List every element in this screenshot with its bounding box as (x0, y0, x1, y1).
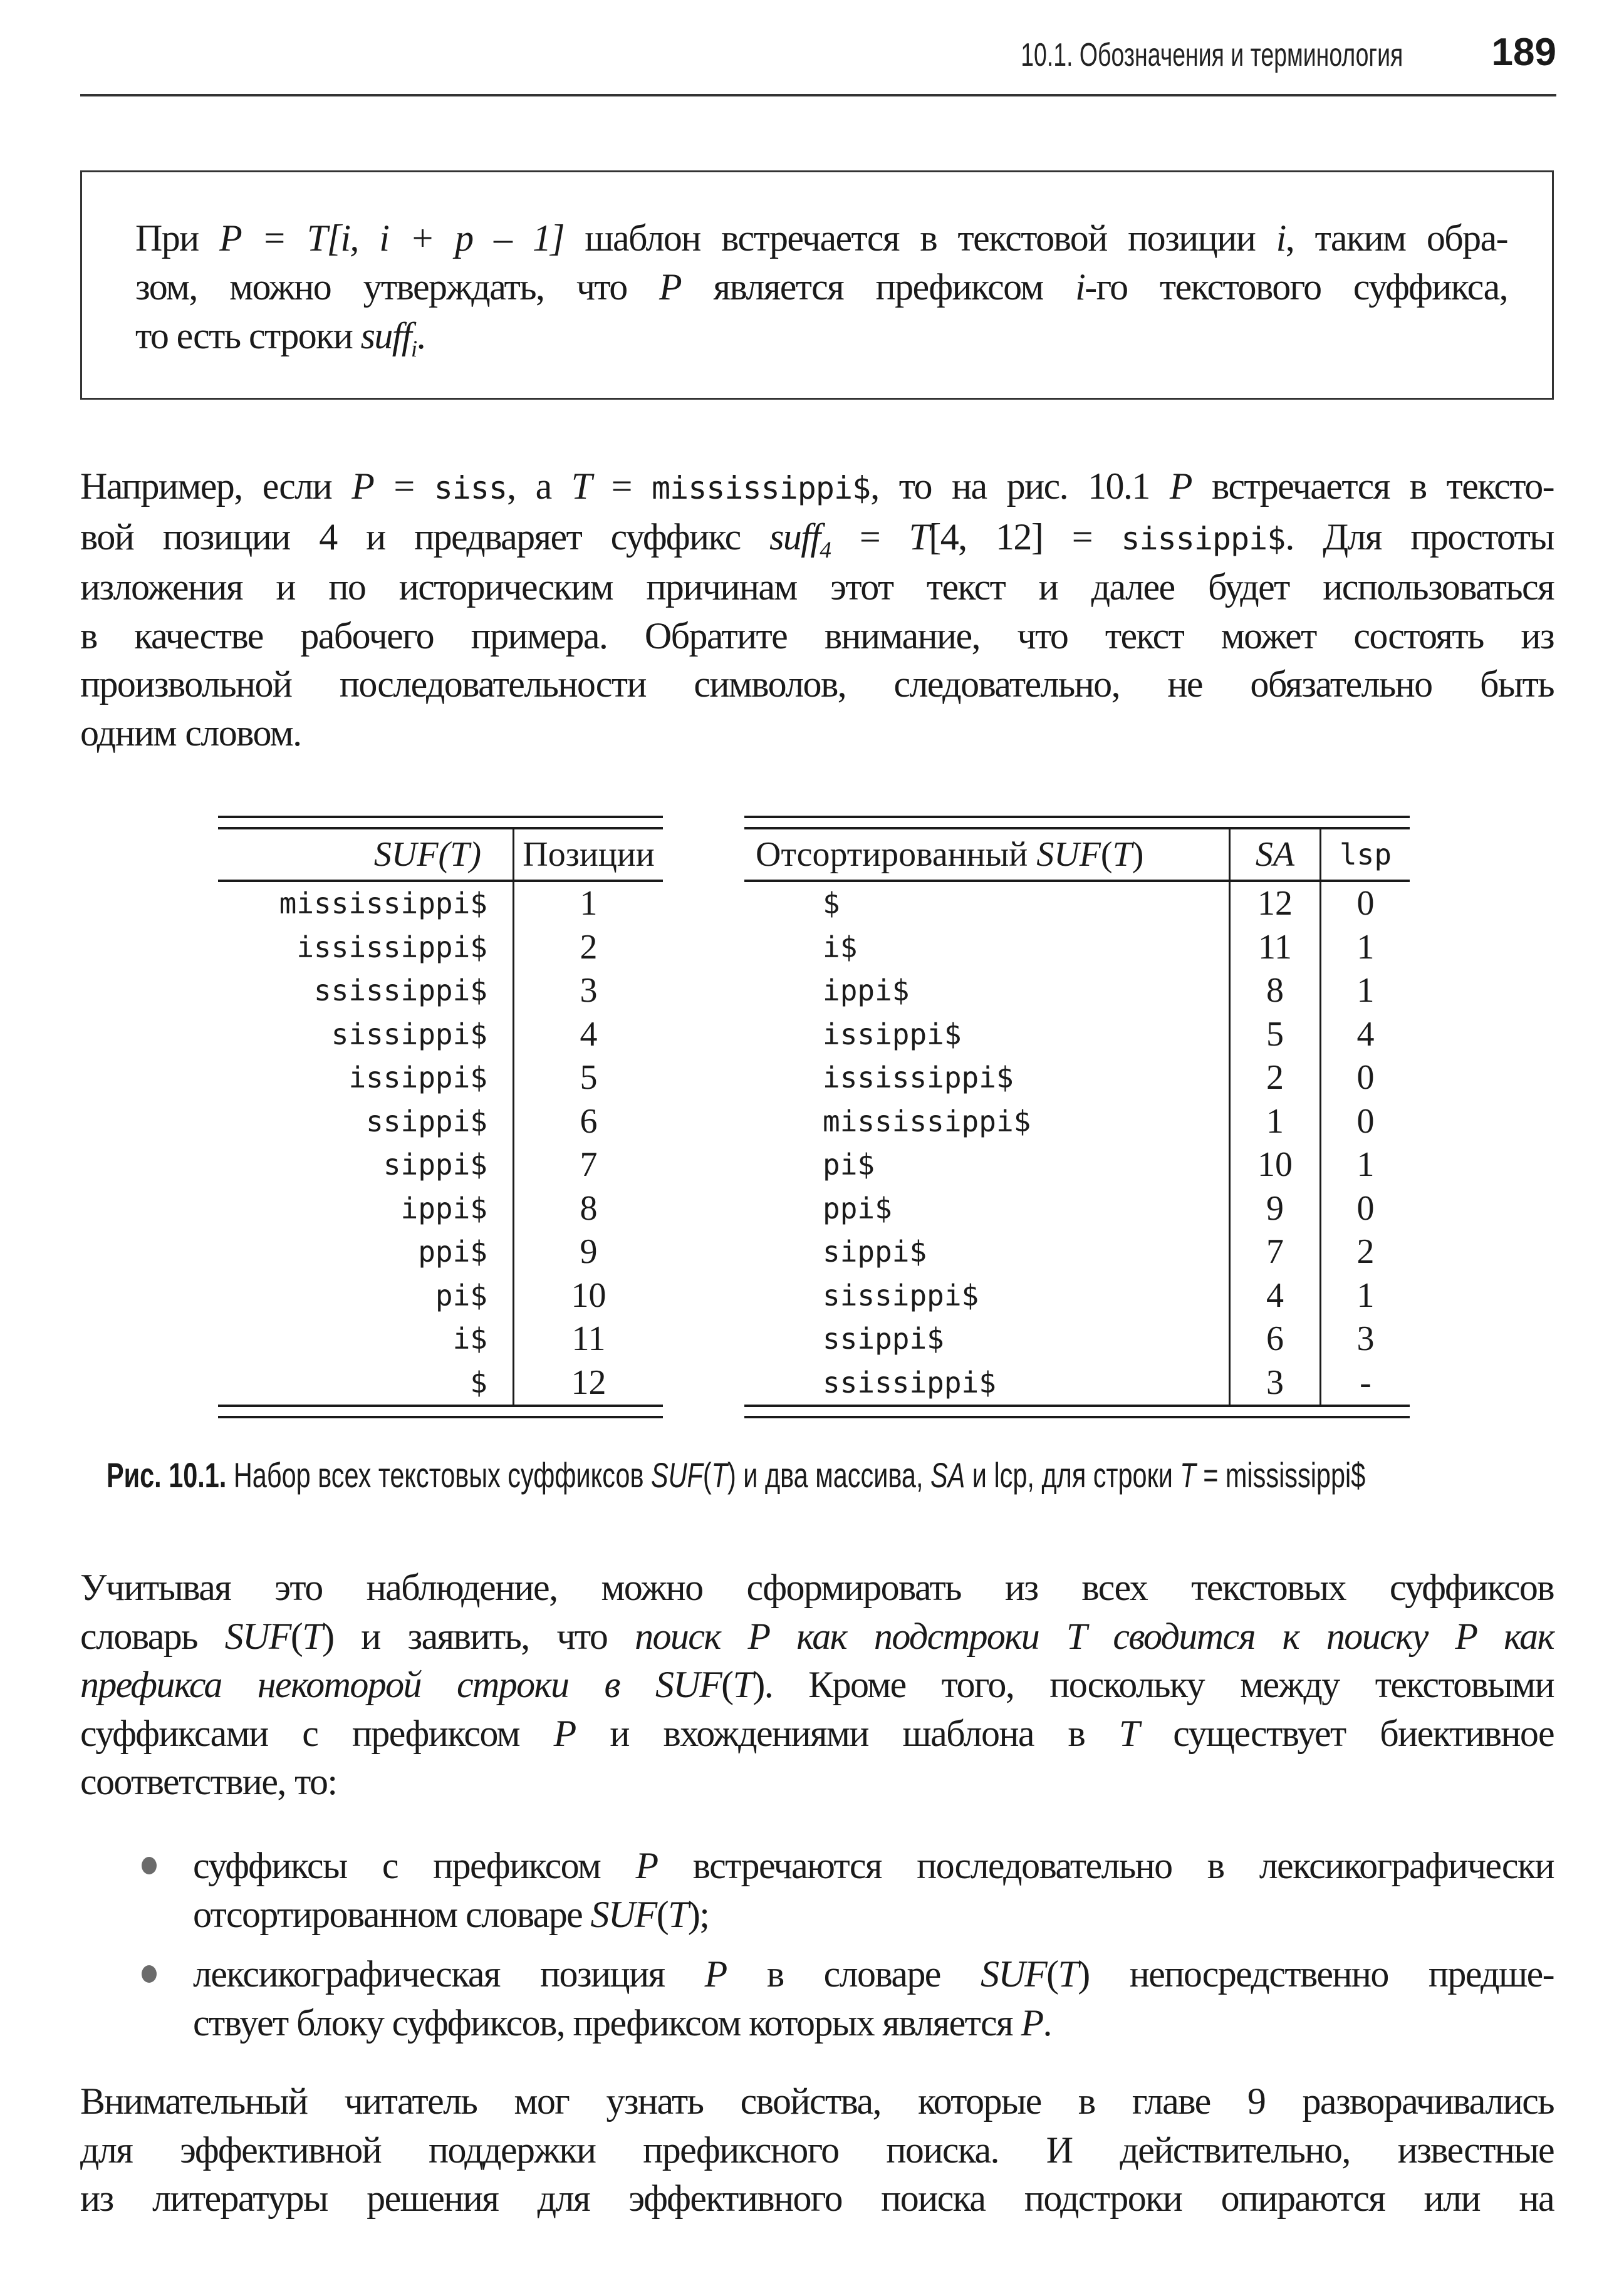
sorted-suffix-cell: ssissippi$ (823, 1365, 996, 1400)
sorted-suffix-cell: i$ (823, 930, 858, 964)
sa-cell: 10 (1230, 1143, 1321, 1187)
running-header (80, 25, 1556, 96)
paragraph-line: в качестве рабочего примера. Обратите внимание, что текст может состоять из (80, 615, 1554, 657)
sa-cell: 2 (1230, 1056, 1321, 1100)
position-cell: 9 (514, 1230, 664, 1274)
sorted-suffix-cell: ppi$ (823, 1191, 892, 1225)
paragraph-line: Например, если P = siss, а T = mississippi$, то на рис. 10.1 P встречается в тексто- (80, 465, 1554, 507)
sa-cell: 11 (1230, 926, 1321, 970)
position-cell: 8 (514, 1187, 664, 1231)
sa-cell: 12 (1230, 881, 1321, 926)
lsp-cell: 1 (1321, 1274, 1410, 1318)
bullet-line: ствует блоку суффиксов, префиксом которых является P. (193, 2002, 1051, 2044)
caption-text: Набор всех текстовых суффиксов (226, 1455, 651, 1495)
math-var: suff (769, 516, 820, 558)
lsp-cell: 4 (1321, 1013, 1410, 1057)
caption-math: SA (930, 1455, 966, 1495)
position-cell: 7 (514, 1143, 664, 1187)
text-span: При (135, 217, 220, 259)
table-row (744, 1013, 1410, 1057)
definition-text (135, 214, 1507, 363)
table-row (744, 969, 1410, 1013)
lsp-cell: - (1321, 1361, 1410, 1406)
sorted-suffix-cell: issippi$ (823, 1017, 962, 1051)
math-var: suff (360, 315, 411, 356)
paragraph-line: вой позиции 4 и предваряет суффикс suff$_4$ = T[4, 12] = sissippi$. Для простоты (80, 516, 1554, 563)
figure-caption: Рис. 10.1. Набор всех текстовых суффиксов SUF(T) и два массива, SA и lcp, для строки T = mississippi$ (107, 1455, 1366, 1495)
table-row (744, 1230, 1410, 1274)
math-var: P (1169, 465, 1192, 507)
definition-box (80, 170, 1554, 400)
bullet-line: суффиксы с префиксом P встречаются последовательно в лексикографически (193, 1845, 1554, 1886)
lsp-cell: 1 (1321, 969, 1410, 1013)
paragraph-line: из литературы решения для эффективного поиска подстроки опираются или на (80, 2178, 1554, 2219)
lsp-cell: 3 (1321, 1317, 1410, 1361)
paragraph-line: соответствие, то: (80, 1761, 337, 1802)
sa-cell: 6 (1230, 1317, 1321, 1361)
caption-text: и lcp, для строки (965, 1455, 1180, 1495)
position-cell: 12 (514, 1361, 664, 1406)
caption-label: Рис. 10.1. (107, 1455, 227, 1495)
position-cell: 2 (514, 926, 664, 970)
paragraph-line: изложения и по историческим причинам этот текст и далее будет использоваться (80, 566, 1554, 608)
definition-line-1 (135, 214, 1507, 262)
sa-cell: 4 (1230, 1274, 1321, 1318)
sorted-suffix-cell: pi$ (823, 1148, 875, 1182)
header-label: Отсортированный SUF(T) (756, 835, 1144, 874)
col-header-sa (1230, 828, 1321, 881)
bullet-item (80, 1950, 1554, 2047)
position-cell: 4 (514, 1013, 664, 1057)
paragraph-line: Учитывая это наблюдение, можно сформировать из всех текстовых суффиксов (80, 1567, 1554, 1608)
table-row (218, 926, 663, 970)
sorted-suffix-cell: ississippi$ (823, 1061, 1014, 1094)
lsp-cell: 0 (1321, 881, 1410, 926)
code-literal: mississippi$ (651, 470, 871, 506)
table-header-row (218, 828, 663, 881)
text-span: -го текстового суффикса, (1085, 266, 1507, 308)
sorted-suffix-cell: ssippi$ (823, 1322, 944, 1356)
suffix-cell: $ (470, 1365, 487, 1400)
suffix-cell: ippi$ (400, 1191, 487, 1225)
position-cell: 10 (514, 1274, 664, 1318)
table-row (218, 1013, 663, 1057)
paragraph-line: суффиксами с префиксом P и вхождениями шаблона в T существует биективное (80, 1712, 1554, 1754)
bullet-line: лексикографическая позиция P в словаре SUF(T) непосредственно предше- (193, 1953, 1554, 1995)
caption-math: T (711, 1455, 727, 1495)
sorted-suffix-cell: ippi$ (823, 974, 910, 1007)
paragraph-2 (80, 1564, 1554, 1807)
bullet-list (80, 1842, 1554, 2059)
math-var: T (908, 516, 929, 558)
sorted-suffix-cell: $ (823, 886, 840, 920)
sa-cell: 9 (1230, 1187, 1321, 1231)
suffix-cell: pi$ (435, 1278, 487, 1312)
table-row (744, 1274, 1410, 1318)
table-row (218, 1056, 663, 1100)
table-top-rule (218, 816, 663, 818)
table-row (218, 1230, 663, 1274)
sorted-suffix-cell: sissippi$ (823, 1278, 979, 1312)
sorted-suffix-table-body (744, 881, 1410, 1406)
definition-line-3 (135, 311, 1507, 363)
table-row (744, 881, 1410, 926)
math-var: i (1276, 217, 1286, 259)
sorted-suffix-table (744, 816, 1410, 1430)
table-row (218, 881, 663, 926)
table-row (744, 1100, 1410, 1144)
bullet-item (80, 1842, 1554, 1939)
table-row (744, 1187, 1410, 1231)
text-span: шаблон встречается в текстовой позиции (563, 217, 1276, 259)
text-span: зом, можно утверждать, что (135, 266, 660, 308)
text-span: . (416, 315, 425, 356)
header-label: SUF(T) (373, 835, 481, 874)
paragraph-line: словарь SUF(T) и заявить, что поиск P как подстроки T сводится к поиску P как (80, 1615, 1554, 1657)
paragraph-line: Внимательный читатель мог узнать свойства, которые в главе 9 разворачивались (80, 2080, 1554, 2122)
header-label: SA (1255, 835, 1295, 874)
table-row (218, 1274, 663, 1318)
col-header-suf (218, 828, 514, 881)
suffix-cell: mississippi$ (279, 886, 487, 920)
table-bottom-rule (744, 1416, 1410, 1418)
suffix-table (218, 816, 663, 1430)
suffix-cell: ppi$ (418, 1235, 487, 1269)
suffix-cell: i$ (452, 1322, 487, 1356)
table-row (744, 1056, 1410, 1100)
table-row (218, 1361, 663, 1406)
bullet-line: отсортированном словаре SUF(T); (193, 1893, 709, 1935)
text-span: то есть строки (135, 315, 361, 356)
lsp-cell: 1 (1321, 926, 1410, 970)
lsp-cell: 0 (1321, 1056, 1410, 1100)
bullet-dot-icon (142, 1965, 157, 1983)
definition-line-2 (135, 262, 1507, 311)
paragraph-line: префикса некоторой строки в SUF(T). Кроме того, поскольку между текстовыми (80, 1664, 1554, 1705)
text-span: является префиксом (681, 266, 1076, 308)
math-var: P (659, 266, 682, 308)
caption-text: = mississippi$ (1195, 1455, 1366, 1495)
code-literal: sissippi$ (1121, 520, 1286, 557)
table-header-row (744, 828, 1410, 881)
suffix-cell: sissippi$ (331, 1017, 487, 1051)
paragraph-3 (80, 2077, 1554, 2223)
sa-cell: 3 (1230, 1361, 1321, 1406)
paragraph-1 (80, 462, 1554, 757)
bullet-dot-icon (142, 1857, 157, 1874)
code-literal: siss (434, 470, 508, 506)
math-subscript: i (410, 336, 417, 363)
paragraph-line: одним словом. (80, 712, 301, 754)
table-row (218, 1143, 663, 1187)
table-row (218, 1317, 663, 1361)
position-cell: 11 (514, 1317, 664, 1361)
lsp-cell: 0 (1321, 1187, 1410, 1231)
col-header-sorted (744, 828, 1230, 881)
suffix-cell: issippi$ (348, 1061, 487, 1094)
col-header-positions: Позиции (514, 828, 664, 881)
page-number: 189 (1491, 31, 1556, 74)
table-row (744, 926, 1410, 970)
table-row (744, 1143, 1410, 1187)
position-cell: 3 (514, 969, 664, 1013)
sa-cell: 8 (1230, 969, 1321, 1013)
sa-cell: 1 (1230, 1100, 1321, 1144)
position-cell: 5 (514, 1056, 664, 1100)
caption-math: T (1180, 1455, 1196, 1495)
paragraph-line: произвольной последовательности символов, следовательно, не обязательно быть (80, 663, 1554, 705)
sorted-suffix-cell: sippi$ (823, 1235, 927, 1269)
caption-math: SUF (650, 1455, 703, 1495)
math-var: P (351, 465, 374, 507)
table-row (218, 969, 663, 1013)
sorted-suffix-cell: mississippi$ (823, 1104, 1031, 1138)
lsp-cell: 1 (1321, 1143, 1410, 1187)
sa-cell: 7 (1230, 1230, 1321, 1274)
table-row (218, 1187, 663, 1231)
table-row (218, 1100, 663, 1144)
suffix-cell: ssissippi$ (314, 974, 487, 1007)
sa-cell: 5 (1230, 1013, 1321, 1057)
col-header-lsp: lsp (1321, 828, 1410, 881)
chapter-title: 10.1. Обозначения и терминология (1020, 37, 1403, 73)
position-cell: 1 (514, 881, 664, 926)
suffix-cell: sippi$ (383, 1148, 487, 1182)
lsp-cell: 0 (1321, 1100, 1410, 1144)
text-span: , таким обра- (1285, 217, 1507, 259)
sorted-suffix-table-grid (744, 827, 1410, 1407)
lsp-cell: 2 (1321, 1230, 1410, 1274)
table-top-rule (744, 816, 1410, 818)
position-cell: 6 (514, 1100, 664, 1144)
suffix-table-body (218, 881, 663, 1406)
math-var: i (1075, 266, 1085, 308)
suffix-cell: ssippi$ (366, 1104, 487, 1138)
suffix-cell: ississippi$ (296, 930, 487, 964)
table-row (744, 1361, 1410, 1406)
caption-text: и два массива, (736, 1455, 931, 1495)
table-bottom-rule (218, 1416, 663, 1418)
paragraph-line: для эффективной поддержки префиксного поиска. И действительно, известные (80, 2129, 1554, 2171)
table-row (744, 1317, 1410, 1361)
math-expression: P = T[i, i + p – 1] (219, 217, 564, 259)
suffix-table-grid (218, 827, 663, 1407)
math-var: T (571, 465, 591, 507)
